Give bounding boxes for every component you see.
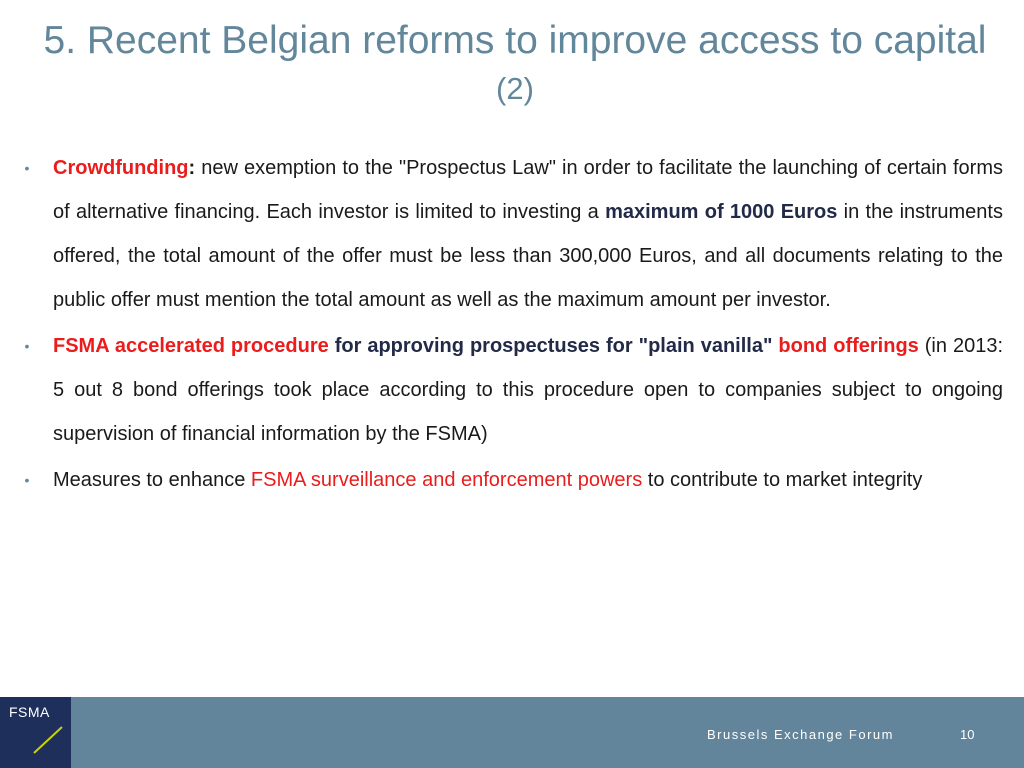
logo-text: FSMA: [9, 704, 50, 720]
fsma-logo: [0, 697, 71, 768]
surveillance-text-a: Measures to enhance: [53, 469, 251, 491]
bullet-crowdfunding: [20, 146, 1003, 322]
surveillance-highlight: FSMA surveillance and enforcement powers: [250, 469, 643, 491]
fsma-procedure-term: FSMA accelerated procedure: [53, 335, 329, 357]
crowdfunding-text-b: in the instruments offered, the total amount of the offer must be less than 300,000 Euros, and all documents relating to the public offer must mention the total amount as well as the maximum amount per investor.: [53, 201, 1003, 311]
logo-slash-icon: [0, 697, 71, 768]
bullet-list: [20, 146, 1003, 504]
bullet-dot-icon: •: [24, 472, 30, 488]
footer-event-label: Brussels Exchange Forum: [707, 727, 894, 742]
fsma-procedure-text: (in 2013: 5 out 8 bond offerings took place according to this procedure open to companies subject to ongoing supervision of financial information by the FSMA): [53, 335, 1003, 445]
bullet-dot-icon: •: [24, 160, 30, 176]
slide-title-suffix: (2): [496, 71, 534, 106]
page-number: 10: [960, 727, 975, 742]
crowdfunding-term: Crowdfunding: [53, 157, 189, 179]
bullet-dot-icon: •: [24, 338, 30, 354]
surveillance-text-b: to contribute to market integrity: [642, 469, 923, 491]
fsma-procedure-bold: for approving prospectuses for "plain vanilla": [328, 335, 779, 357]
slide-title-main: 5. Recent Belgian reforms to improve access to capital: [43, 19, 987, 62]
crowdfunding-text-a: new exemption to the "Prospectus Law" in order to facilitate the launching of certain forms of alternative financing. Each investor is limited to investing a: [53, 157, 1003, 223]
bullet-surveillance: [20, 458, 1003, 502]
bullet-fsma-procedure: [20, 324, 1003, 456]
crowdfunding-max-amount: maximum of 1000 Euros: [605, 201, 838, 223]
slide-title: [20, 18, 1010, 112]
crowdfunding-colon: :: [188, 157, 196, 179]
bond-offerings-term: bond offerings: [778, 335, 919, 357]
